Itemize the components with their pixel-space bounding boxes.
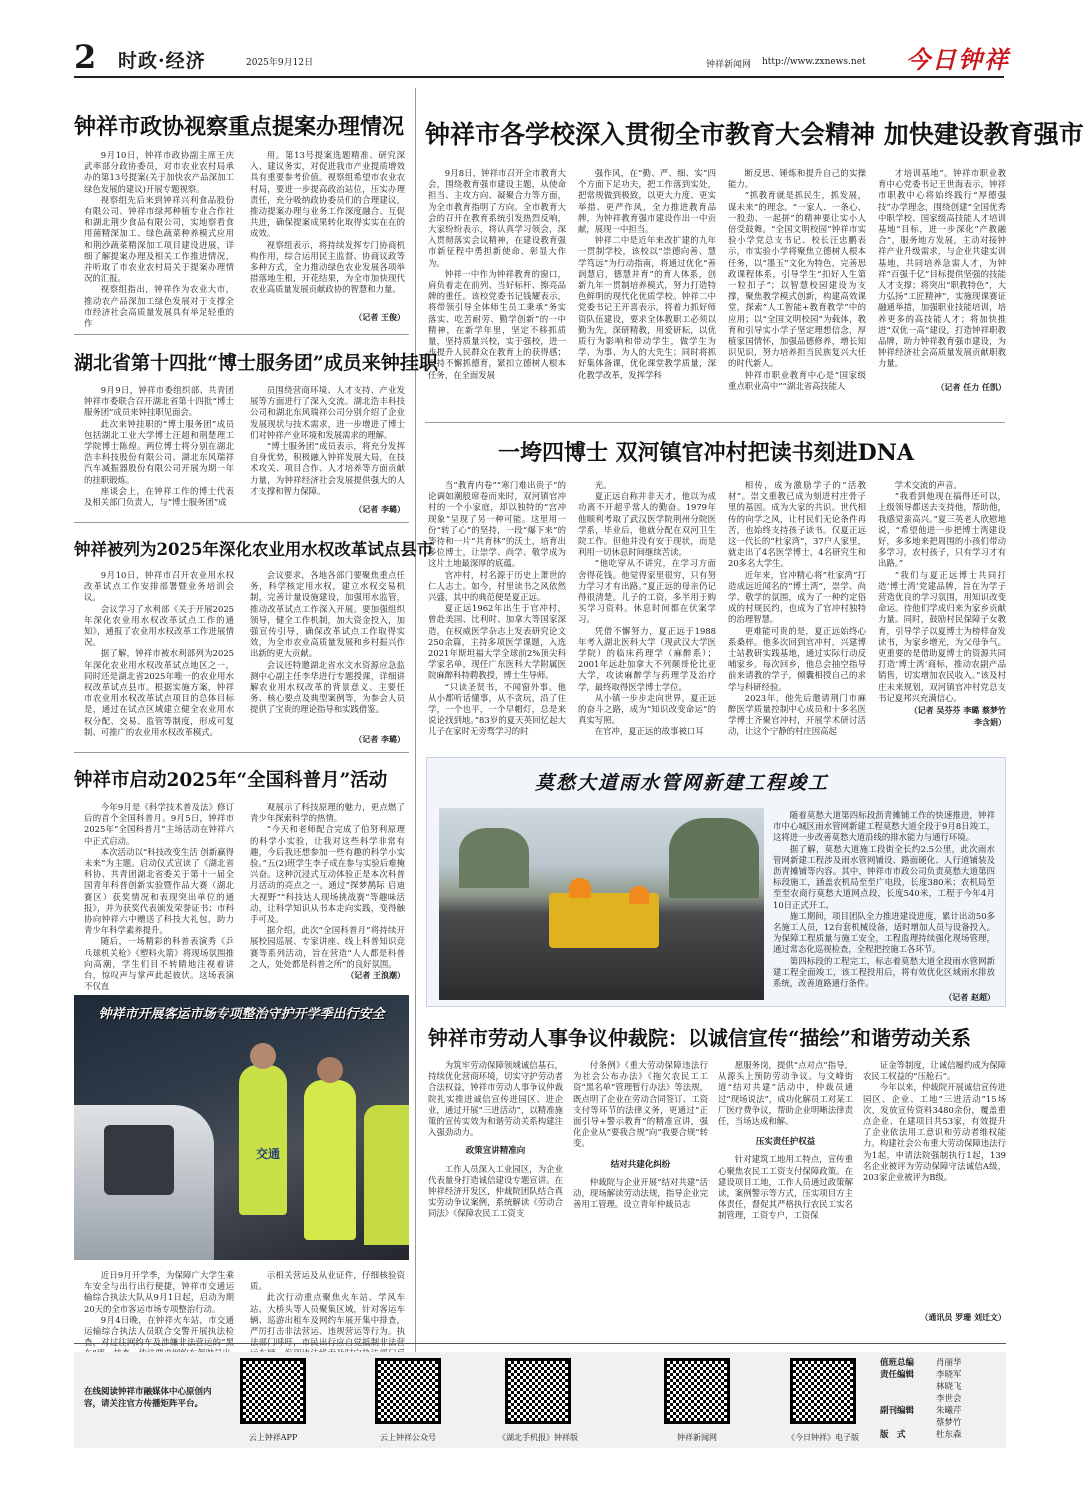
officer-vest: [239, 1065, 287, 1215]
section-title: 时政·经济: [118, 50, 206, 72]
header-rule: [74, 76, 1004, 78]
qr-label: 钟祥新闻网: [677, 1433, 717, 1442]
footer-rule: [74, 1343, 1006, 1344]
feature-box: [426, 757, 1006, 1007]
tree-silhouette: [459, 828, 529, 888]
tree-silhouette: [669, 818, 759, 898]
article-body: 员围绕营商环境、人才支持、产业发展等方面进行了深入交流。湖北浩丰科技公司和湖北东风瑞祥公司分别介绍了企业发展现状与技术需求，进一步增进了博士们对钟祥产业环境和发展需求的理解。 “博士服务团”成员表示，将充分发挥自身优势，积极融入钟祥发展大局，在技术攻关、项目合作、人才培养等方面贡献力量，为钟祥经济社会发展提供强大的人才支撑和智力保障。: [250, 385, 405, 496]
vest-text: 交通: [256, 1147, 281, 1161]
officer-vest: [304, 1080, 356, 1240]
article-title: 钟祥市政协视察重点提案办理情况: [74, 114, 405, 140]
article-body: 才培训基地”。钟祥市职业教育中心党委书记王世海表示，钟祥市职教中心将始终践行“厚德强技”办学理念，围绕创建“全国优秀中职学校、国家级高技能人才培训基地”目标，进一步深化“产教融合”，服务地方发展，主动对接钟祥产业升级需求，与企业共建实训基地，共同培养急需人才，为钟祥“百强千亿”目标提供坚强的技能人才支撑；将突出“职教特色”，大力弘扬“工匠精神”，实施现课赛证融通举措，加强职业技能培训，培养更多的高技能人才；将加快推进“双优一高”建设，打造钟祥职教品牌，助力钟祥教育强市建设，为钟祥经济社会高质量发展贡献职教力量。: [878, 168, 1006, 369]
qr-code-website[interactable]: [664, 1358, 730, 1424]
qr-label: 《湖北手机报》钟祥版: [498, 1433, 578, 1442]
subheading: 压实责任护权益: [755, 1137, 816, 1148]
site-name: 钟祥新闻网: [706, 60, 752, 70]
byline: 李含娟）: [974, 717, 1006, 727]
worker: [569, 878, 591, 898]
article-divider: [74, 334, 409, 335]
officer-head: [317, 1057, 343, 1083]
editor-role: 版 式: [880, 1430, 906, 1440]
qr-label: 云上钟祥APP: [248, 1433, 298, 1442]
editor-name: 李世会: [936, 1394, 962, 1404]
article-body: 证金等制度，让诚信履约成为保障农民工权益的“压舱石”。 今年以来，仲裁院开展诚信宣传进园区、企业、工地“三进活动”15场次，发放宣传资料3480余份，覆盖重点企业、在建项目共53家，有效提升了企业依法用工意识和劳动者维权能力。构建社会公布重大劳动保障违法行为1起，申请法院强制执行1起，139名企业被评为劳动保障守法诚信A级，203家企业被评为B级。: [863, 1060, 1006, 1183]
byline: （记者 吴芬芬 李璐 蔡梦竹: [909, 705, 1006, 715]
article-divider: [74, 522, 409, 523]
byline: （通讯员 罗珊 刘迁文）: [920, 1312, 1006, 1322]
article-body: 近日9月开学季，为保障广大学生乘车安全与出行出行便捷，钟祥市交通运输综合执法大队从9月1日起，启动为期20天的全市客运市场专项整治行动。 9月4日晚，在钟祥火车站，市交通运输综合执法人员联合交警开展执法检: [84, 1270, 234, 1337]
editor-name: 李晓军: [936, 1370, 962, 1380]
article-body: 为筑牢劳动保障领域诚信基石，持续优化营商环境，切实守护劳动者合法权益，钟祥市劳动人事争议仲裁院扎实推进诚信宣传进园区、进企业，通过开展“三进活动”，以精准施策的宣传实效为和谐劳动关系构建注入强劲动力。 政策宣讲精准向 工作人员深入工业园区，为企业代表量身打造诚信建设专题宣讲。在钟祥经济开发区，仲裁院团队结合真实劳动争议案例，系统解读《劳动合同法》《保障农民工工资支: [428, 1060, 563, 1219]
article-body: 付条例》《重大劳动保障违法行为社会公布办法》《拖欠农民工工资“黑名单”管理暂行办法》等法规，既点明了企业在劳动合同签订、工资支付等环节的法律义务，更通过“正面引导+警示教育”的精准宣讲，强化企业从“要我合规”向“我要合规”转变。 结对共建化纠纷 仲裁院与企业开展“结对共建”活动，现场解读劳动法规，指导企业完善用工管理。设立青年仲裁员志: [573, 1060, 708, 1210]
editor-role: 值班总编: [880, 1358, 915, 1368]
article-title: 莫愁大道雨水管网新建工程竣工: [535, 772, 830, 794]
qr-label: 《今日钟祥》电子版: [787, 1433, 859, 1442]
article-body: 会议要求，各地各部门要聚焦重点任务，科学核定用水权，建立水权交易机制，完善计量设施建设，加强用水监管，推动改革试点工作深入开展。要加强组织领导，健全工作机制，加大资金投入，加强宣传引导，确保改革试点工作取得实效，为全市农业高质量发展和乡村振兴作出新的更大贡献。 会议还特邀湖北省水文水资源应急监测中心副主任李华进行专题授课，详细讲解农业用水权改革的背景意义、主要任务、核心要点及典型案例等，为参会人员提供了宝贵的理论指导和实践借鉴。: [250, 570, 405, 715]
article-body: 当“教育内卷”“寒门难出贵子”的论调如潮般席卷而来时，双河镇官冲村的一个小家庭，却以独特的“宫冲现象”呈现了另一种可能。这里用一份“转了心”的坚持，一段“爆下来”的等待和一片“共育林”的沃土，培育出多位博士，让崇学、尚学、敬学成为这片土地最深厚的底蕴。 官冲村，村名源于历史上萧世的仁人志士。如今，村里读书之风依然兴盛，其中的典范便是夏正远。 夏正远1962年出生于官冲村，曾赴美国、比利时、加拿大等国家深造，在权威医学杂志上发表研究论文250余篇，主持多项医学课题，入选2021年斯坦福大学全球前2%顶尖科学家名单，现任广东医科大学附属医院麻醉科特聘教授，博士生导师。 “只读圣贤书，不闻窗外事。他从小都听话懂事，从不贪玩，沿了住学，一个也平，一个早帽灯，总是来说论找到地。”83岁的夏天英回忆起大儿子在家时无旁骛学习的时: [428, 480, 566, 737]
article-body: 光。 夏正远自称并非天才，他以为成功离不开超乎常人的勤奋。1979年他顺利考取了武汉医学院荆州分院医学系，毕业后，他就分配在双河卫生院工作。但他并没有安于现状，而是利用一切休息时间继续苦读。 “他吃穿从不讲究，在学习方面舍得花钱。他觉得家里很穷，只有努力学习才有出路。”夏正远的母亲仍记得很清楚。儿子的工资，多半用于购买学习资料。休息时间都在伏案学习。 凭借不懈努力，夏正远于1988年考入湖北医科大学（现武汉大学医学院）的临床药理学（麻醉系）；2001年远赴加拿大不列颠哥伦比亚大学，攻读麻醉学与药理学及治疗学，最终取得医学博士学位。 从小镇一步步走向世界，夏正远的奋斗之路，成为“知识改变命运”的真实写照。 在官冲，夏正远的故事被口耳: [578, 480, 716, 737]
article-title: 钟祥市各学校深入贯彻全市教育大会精神 加快建设教育强市: [425, 120, 1084, 149]
article-body: 相传，成为激励学子的“活教材”。崇文重教已成为刻进村庄骨子里的基因。成为大家的共识。世代相传的向学之风，让村民们无论条件再苦，也始终支持孩子读书。仅夏正远这一代长的“杜家湾”，37户人家里，就走出了4名医学博士，4名研究生和20多名大学生。 近年来，官冲精心将“杜家湾”打造成远近闻名的“博士湾”，崇学、尚学、敬学的氛围，成为了一种约定俗成的村规民约，也成为了官冲村独特的治理智慧。 更难能可贵的是，夏正远始终心系桑梓。他多次回到官冲村，兴建博士站教研实践基地，通过实际行动反哺家乡。每次回乡，他总会抽空指导前来请教的学子，倾囊相授自己的求学与科研经验。 2023年，他先后邀请荆门市麻醉医学质量控制中心成员和十多名医学博士齐聚官冲村，开展学术研讨活动，让这个宁静的村庄因高起: [728, 480, 866, 737]
article-title: 钟祥市启动2025年“全国科普月”活动: [74, 770, 388, 791]
site-url[interactable]: http://www.zxnews.net: [762, 57, 866, 67]
car-window: [104, 1125, 174, 1195]
article-body: 今年9月是《科学技术普及法》修订后的首个全国科普月。9月5日，钟祥市2025年“全国科普月”主场活动在钟祥六中正式启动。 本次活动以“科技改变生活 创新赢得未来”为主题。启动仪式宣读了《湖北省科协、共青团湖北省委关于第十一届全国青年科普创新实验暨作品大赛（湖北赛区）获奖情况和表现突出单位的通报》，并为获奖代表颁发荣誉证书；市科协向钟祥六中赠送了科技大礼包，助力青少年科学素养提升。 随后，一场精彩的科普表演秀《乒乓球机关枪》《塑料火箭》将现场氛围推向高潮，学生们目不转睛地注视着讲台，惊叹声与掌声此起彼伏。这场表演不仅直: [84, 802, 234, 992]
subheading: 结对共建化纠纷: [610, 1159, 671, 1170]
byline: （记者 王浪潮）: [346, 970, 405, 980]
editor-role: 副刊编辑: [880, 1406, 915, 1416]
article-body: 9月9日，钟祥市委组织部、共青团钟祥市委联合召开湖北省第十四批“博士服务团”成员来钟挂职见面会。 此次来钟挂职的“博士服务团”成员包括湖北工业大学博士汪超和荆楚理工学院博士陈煌。两位博士将分别在湖北浩丰科技股份有限公司、湖北东风瑞祥汽车减振器股份有限公司开展为期一年的挂职锻炼。 座谈会上，在钟祥工作的博士代表及相关部门负责人，与“博士服务团”成: [84, 385, 234, 508]
article-body: 观展示了科技原理的魅力，更点燃了青少年探索科学的热情。 “今天和老师配合完成了伯努利原理的科学小实验，让我对这些科学非常有趣，今后我还想参加一些有趣的科学小实验。”五(2)班学生李子成在参与实验后难掩兴奋。这种沉浸式互动体验正是本次科普月活动的亮点之一。通过“探梦鹊际 启迪大视野”“科技达人现场挑战赛”等趣味活动，让科学知识从书本走向实践，变得触手可及。 据介绍，此次“全国科普月”将持续开展校园巡展、专家讲座、线上科普知识竞赛等系列活动，旨在营造“人人都是科普之人，处处都是科普之所”的良好氛围。: [250, 802, 405, 969]
article-body: 9月8日，钟祥市召开全市教育大会，围绕教育强市建设主题，从使命担当、主攻方向、凝聚合力等方面，为全市教育指明了方向。全市教育大会的召开在教育系统引发热烈反响，大家纷纷表示，将认真学习领会，深入贯彻落实会议精神，在建设教育强市新征程中勇担新使命、彰显大作为。 钟祥一中作为钟祥教育的窗口，肩负着走在前列、当好标杆、擦亮品牌的重任。该校党委书记钱耀表示，将带领引导全体师生员工秉承“务实落实、吃苦耐劳、勤学创新”的一中精神，在新学年里，坚定不移抓质量，坚持质量兴校，实于强校，进一步提升人民群众在教育上的获得感；坚持不懈抓德育，紧扣立德树人根本任务，在全面发展: [428, 168, 566, 380]
issue-date: 2025年9月12日: [246, 58, 314, 68]
article-body: 用。第13号提案选题精准、研究深入、建议务实，对促进我市产业提质增效具有重要参考价值。视察组希望市农业农村局，要进一步提高政治站位，压实办理责任，充分吸纳政协委员们的合理建议，推动提案办理与业务工作深度融合、互促共进，确保提案成果转化取得实实在在的成效。 视察组表示，将持续发挥专门协商机构作用，综合运用民主监督、协商议政等多种方式，全力推动绿色农业发展各项举措落地生根，开花结果，为全市加快现代农业高质量发展贡献政协的智慧和力量。: [250, 150, 405, 295]
subheading: 政策宣讲精准向: [465, 1146, 526, 1157]
footer-note: 在线阅读钟祥市融媒体中心原创内容，请关注官方传播矩阵平台。: [84, 1387, 212, 1409]
article-divider: [425, 422, 1005, 423]
article-title: 湖北省第十四批“博士服务团”成员来钟挂职: [74, 352, 438, 374]
article-body: 随着莫愁大道第四标段沥青摊铺工作的快速推进，钟祥市中心城区雨水管网新建工程莫愁大道全段于9月8日竣工，这将进一步改善莫愁大道沿线的排水能力与通行环境。 据了解，莫愁大道施工段街全长约2.5公里，此次雨水管网新建工程涉及雨水管网铺设、路面硬化、人行道铺装及沥青摊铺等内容。其中，钟祥市市政公司负责莫愁大道第四标段施工，涵盖农机局至至广电段，长度380米；农机局至至至农商行莫愁大道网点段，长度540米，工程于今年4月10日正式开工。 施工期间，项目团队全力推进建设进度，累计出动50多名施工人员，12台套机械设备，适时增加人员与设备投入。为保障工程质量与施工安全，工程监理持续强化现场管理，通过常态化巡视检查，全程把控施工各环节。 第四标段的工程完工，标志着莫愁大道全段雨水管网新建工程全面竣工，该工程投用后，将有效优化区域雨水排放系统，改善道路通行条件。: [773, 810, 995, 989]
newspaper-logo: 今日钟祥: [906, 45, 1010, 74]
qr-code-wechat[interactable]: [375, 1358, 441, 1424]
qr-code-mobile-paper[interactable]: [505, 1358, 571, 1424]
byline: （记者 任力 任凯）: [936, 382, 1006, 392]
byline: （记者 李璐）: [354, 504, 405, 514]
worker: [629, 886, 649, 904]
byline: （记者 李璐）: [354, 734, 405, 744]
article-divider: [74, 752, 409, 753]
editor-role: 责任编辑: [880, 1370, 915, 1380]
qr-code-epaper[interactable]: [790, 1358, 856, 1424]
page-number: 2: [74, 38, 97, 76]
article-body: 9月10日，钟祥市召开农业用水权改革试点工作安排部署暨业务培训会议。 会议学习了水利部《关于开展2025年深化农业用水权改革试点工作的通知》，通报了农业用水权改革工作进展情况。 据了解，钟祥市被水利部列为2025年深化农业用水权改革试点地区之一，同时还是湖北省2025年唯一的农业用水权改革试点县市。根据实施方案，钟祥市农业用水权改革试点项目的总体目标是，通过在试点区域建立健全农业用水权分配、交易、监管等制度，形成可复制、可推广的农业用水权改革模式。: [84, 570, 234, 737]
article-title: 钟祥被列为2025年深化农业用水权改革试点县市: [74, 540, 434, 559]
editor-name: 朱曦芹: [936, 1406, 962, 1416]
article-body: 断反思、锤炼和提升自己的实操能力。 “抓教育就是抓民生，抓发展，谋未来”的理念。“一家人、一条心、一股劲、一起拼”的精神要让实小人倍受鼓舞。“全国文明校园”钟祥市实验小学党总支书记、校长汪忠鹏表示，市实验小学将聚焦立德树人根本任务，以“墨玉”文化为特色，完善思政课程体系，引导学生“扣好人生第一粒扣子”；以智慧校园建设为支撑，聚焦教学模式创新，构建高效课堂，探索“人工智能+教育教学”中的应用；以“全国文明校园”为载体，教育和引导实小学子坚定理想信念，厚植家国情怀，加强品德修养，增长知识见识，努力培养担当民族复兴大任的时代新人。 钟祥市职业教育中心是“国家级重点职业高中”“湖北省高技能人: [728, 168, 866, 391]
news-photo-road-paving: [439, 808, 764, 1000]
officer-vest: [364, 1105, 409, 1245]
article-body: 强作风，在“勤、严、细、实”四个方面下足功夫，把工作落到实处，把常规做到极致，以更大力度、更实举措、更严作风，全力推进教育品牌，为钟祥教育强市建设作出一中贡献，展现一中担当。 钟祥二中是近年来改扩建的九年一贯制学校，该校以“崇德向善、慧学笃远”为行动指南，将通过优化“善润慧启，德慧并育”的育人体系，创新九年一贯制培养模式，努力打造特色鲜明的现代化优质学校。钟祥二中党委书记王开喜表示，将着力抓好师资队伍建设，要求全体教职工必须以勤为先，深研精教，用爱研耘，以优质行为影响和带动学生，做学生为学、为事、为人的大先生；同时将抓好集体备课，优化课堂教学质量，深化教学改革，发挥学科: [578, 168, 716, 380]
editor-name: 林晓飞: [936, 1382, 962, 1392]
qr-label: 云上钟祥公众号: [380, 1433, 436, 1442]
article-title: 一垮四博士 双河镇官冲村把读书刻进DNA: [498, 440, 914, 466]
byline: （记者 王俊）: [354, 312, 405, 322]
byline: （记者 赵超）: [944, 992, 995, 1002]
article-body: 学术交流的声音。 “我看到他现在搞得还可以，上级领导都送去支持他，帮助他，我感觉蛮高兴。”夏三英老人欣慰地说，“希望他进一步把博士湾建设好，多多地来把周围的小孩们带动多学习，农村孩子，只有学习才有出路。” “我们与夏正远博士共同打造‘博士湾’党建品牌，旨在为学子营造优良的学习氛围，用知识改变命运。待他们学成归来为家乡贡献力量。同时，鼓励村民保障子女教育，引导学子以夏博士为榜样奋发读书，为家乡增光，为父母争气。更重要的是借助夏博士的资源共同打造‘博士湾’商标，推动农副产品销售，切实增加农民收入。”该及村庄未来规划，双河镇官冲村党总支书记夏邦兴充满信心。: [878, 480, 1006, 703]
qr-code-app[interactable]: [240, 1358, 306, 1424]
article-body: 愿服务岗，提供“点对点”指导，从源头上预防劳动争议。与文峰街道“结对共建”活动中，仲裁员通过“现场说法”，成功化解员工对某工厂医疗费争议，帮助企业明晰法律责任，当场达成和解。 压实责任护权益 针对建筑工地用工特点，宣传重心聚焦农民工工资支付保障政策。在建设项目工地，工作人员通过政策解读，案例警示等方式，压实项目方主体责任，督促其严格执行农民工实名制管理，工资专户，工资保: [718, 1060, 853, 1221]
editor-name: 肖丽华: [936, 1358, 962, 1368]
editor-name: 蔡梦竹: [936, 1418, 962, 1428]
photo-caption: 钟祥市开展客运市场专项整治守护开学季出行安全: [98, 1007, 385, 1022]
news-photo-traffic-check: [74, 995, 409, 1260]
article-body: 示相关营运及从业证件，仔细核验资质。 此次行动重点聚焦火车站、学风车站、大桥头等人员聚集区域，针对客运车辆、巡游出租车及网约车展开集中排查，严厉打击非法营运、违规营运等行为。执: [250, 1270, 405, 1337]
article-title: 钟祥市劳动人事争议仲裁院：以诚信宣传“描绘”和谐劳动关系: [428, 1026, 972, 1050]
article-body: 9月10日，钟祥市政协副主席王庆武率部分政协委员，对市农业农村局承办的第13号提案(关于加快农产品深加工绿色发展的建议)开展专题视察。 视察组先后来到钟祥兴利食品股份有限公司、钟祥市绿邦种植专业合作社和湖北荆少食品有限公司，实地察看食用菌精深加工、绿色蔬菜种养模式应用和荆沙蔬菜精深加工项目建设进展，详细了解提案办理及相关工作推进情况，并听取了市农业农村局关于提案办理情况的汇报。 视察组指出，钟祥作为农业大市，推动农产品深加工绿色发展对于支撑全市经济社会高质量发展具有举足轻重的作: [84, 150, 234, 329]
editor-name: 杜东森: [936, 1430, 962, 1440]
column-divider: [415, 88, 416, 1433]
officer-head: [250, 1043, 276, 1069]
